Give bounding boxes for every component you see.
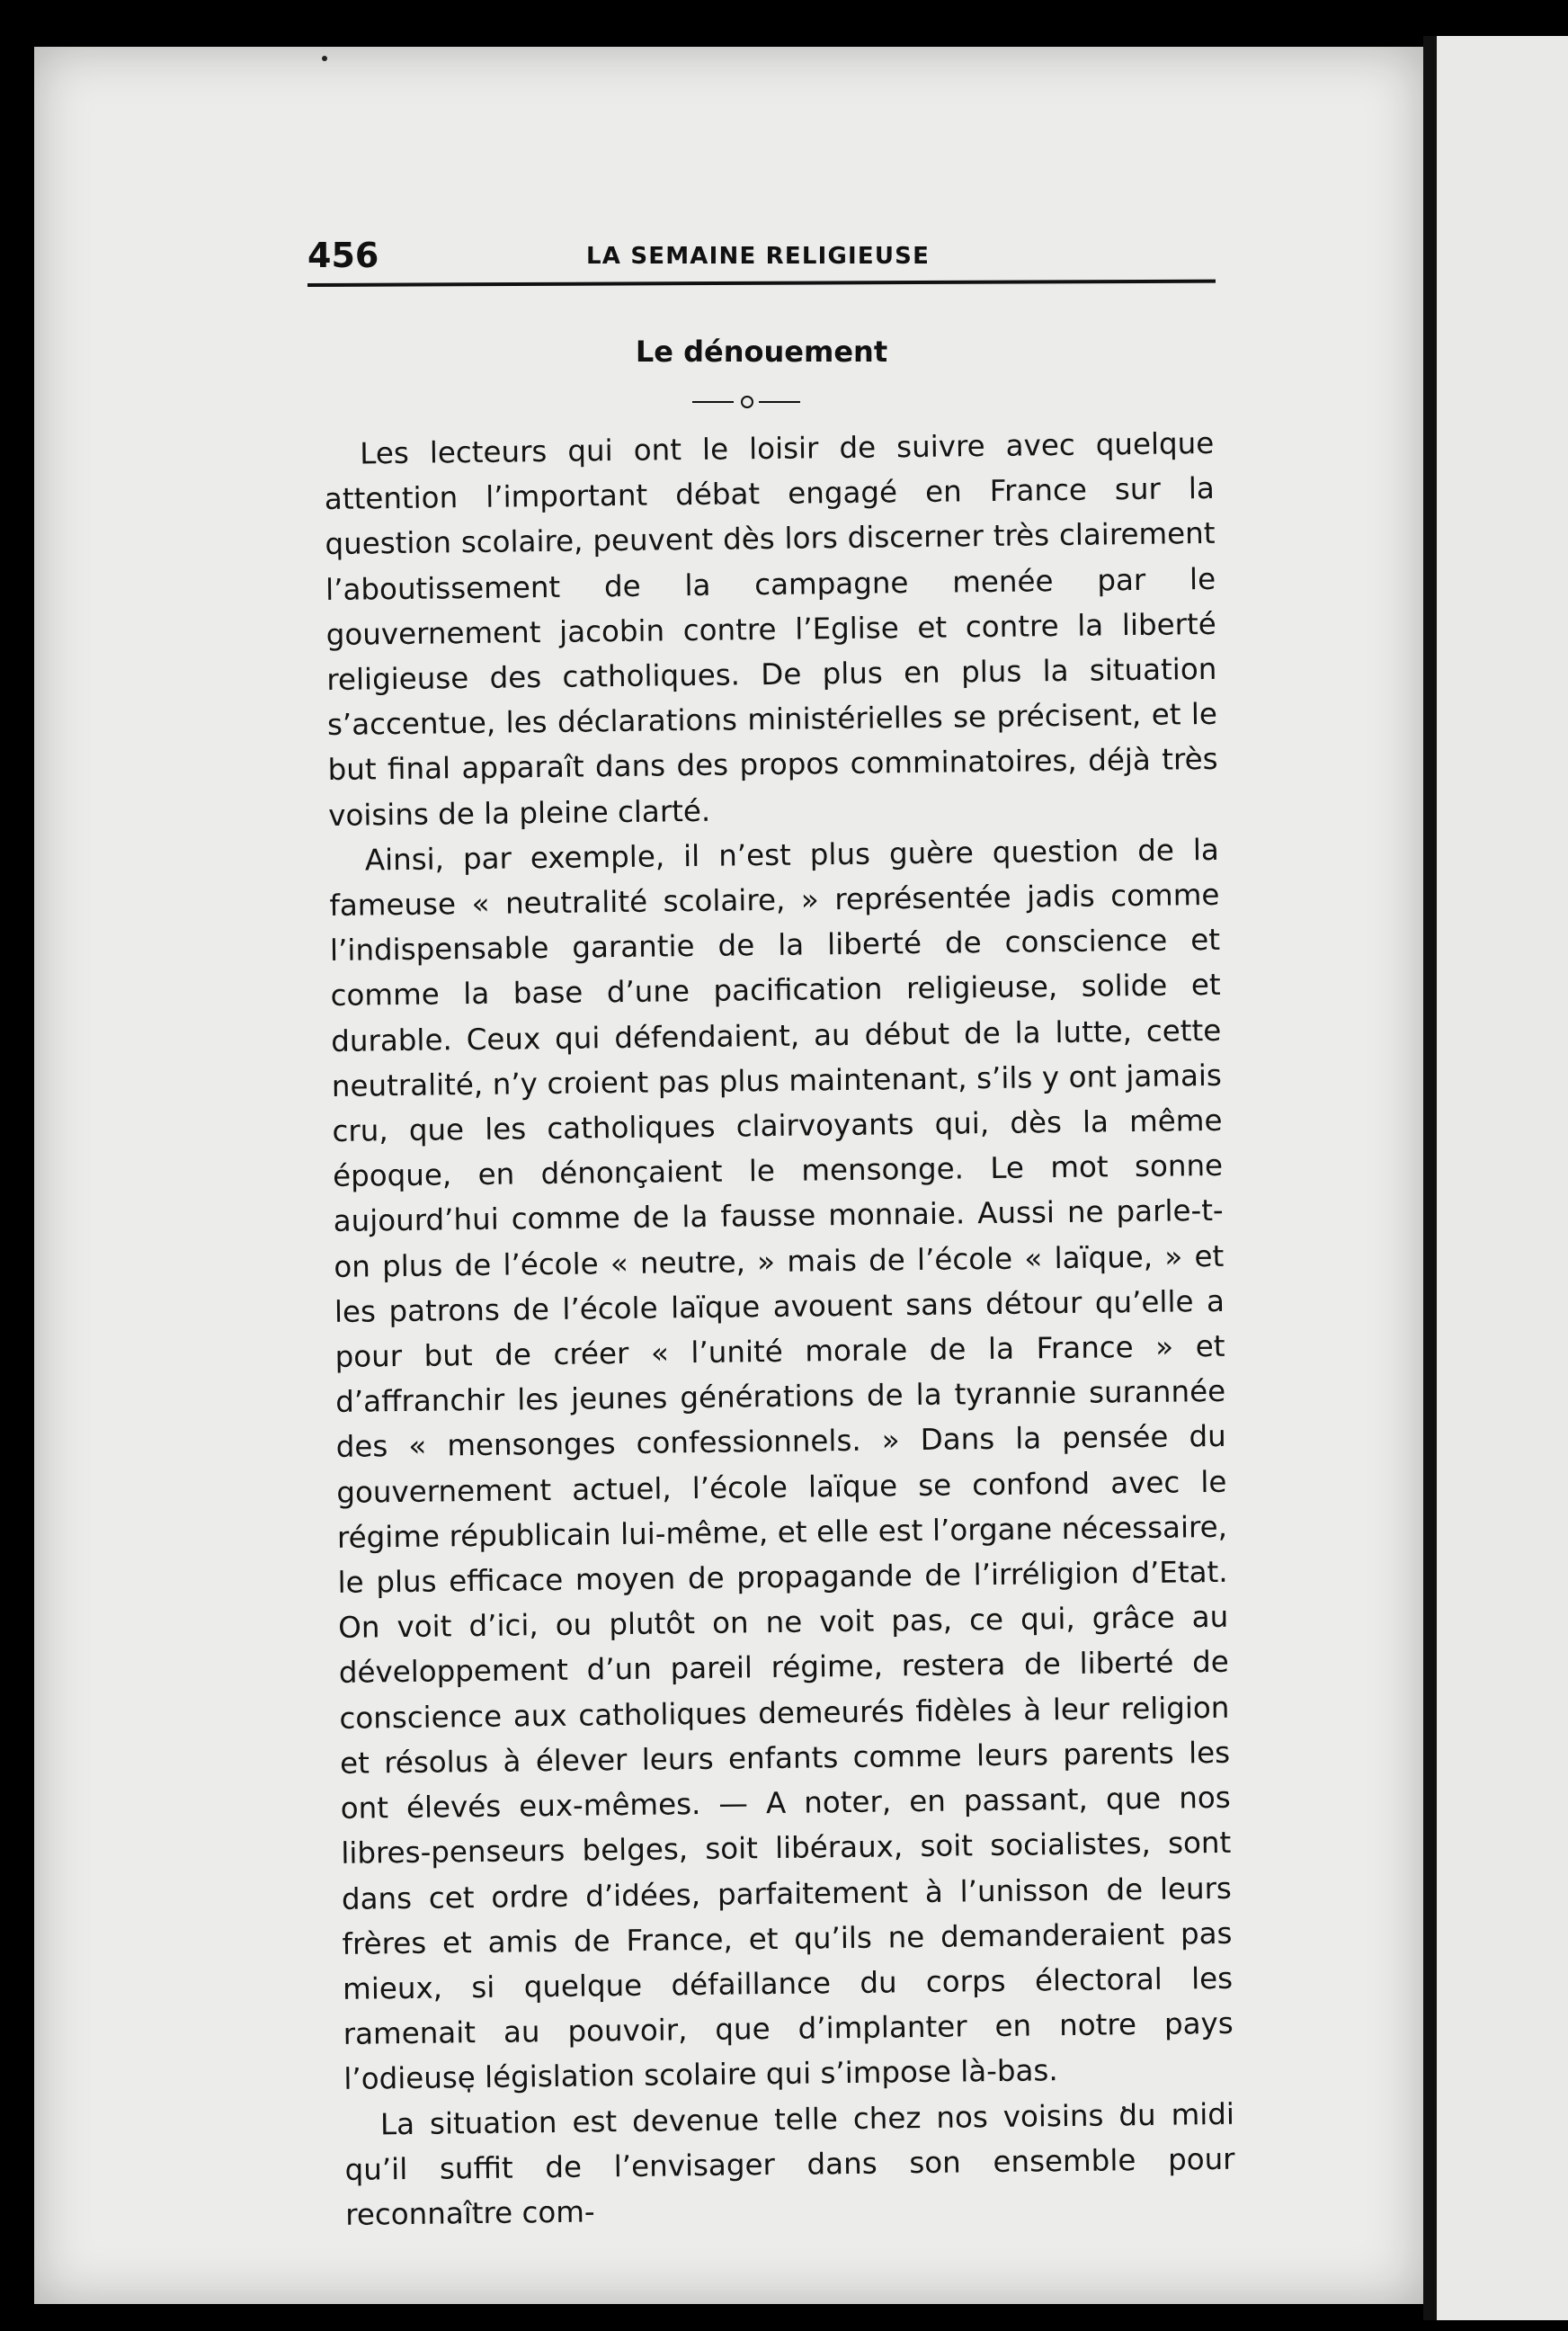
scan-speck bbox=[322, 56, 327, 61]
paragraph: Les lecteurs qui ont le loisir de suivre avec quelque attention l’important débat engagé en France sur la question scolaire, peuvent dès lors discerner très clairement l’aboutissement de la campagne menée par le gouvernement jacobin contre l’Eglise et contre la liberté religieuse des catholiques. De plus en plus la situation s’accentue, les déclarations ministérielles se précisent, et le but final apparaît dans des propos comminatoires, déjà très voisins de la pleine clarté. bbox=[324, 425, 1218, 833]
running-title: LA SEMAINE RELIGIEUSE bbox=[586, 243, 931, 270]
page-gutter bbox=[1423, 36, 1437, 2320]
page-number: 456 bbox=[307, 236, 379, 275]
page-header bbox=[307, 236, 1216, 284]
article-body bbox=[324, 421, 1235, 2237]
ornament-line bbox=[759, 401, 800, 403]
article-title: Le dénouement bbox=[635, 335, 888, 369]
ornament-line bbox=[692, 401, 734, 403]
title-ornament bbox=[692, 388, 800, 415]
adjacent-page-edge bbox=[1437, 36, 1568, 2320]
paragraph: La situation est devenue telle chez nos voisins du midi qu’il suffit de l’envisager dans son ensemble pour reconnaître com- bbox=[344, 2096, 1235, 2232]
paragraph: Ainsi, par exemple, il n’est plus guère question de la fameuse « neutralité scolaire, » représentée jadis comme l’indispensable garantie de la liberté de conscience et comme la base d’une pacification religieuse, solide et durable. Ceux qui défendaient, au début de la lutte, cette neutralité, n’y croient pas plus maintenant, s’ils y ont jamais cru, que les catholiques clairvoyants qui, dès la même époque, en dénonçaient le mensonge. Le mot sonne aujourd’hui comme de la fausse monnaie. Aussi ne parle-t-on plus de l’école « neutre, » mais de l’école « laïque, » et les patrons de l’école laïque avouent sans détour qu’elle a pour but de créer « l’unité morale de la France » et d’affranchir les jeunes générations de la tyrannie surannée des « mensonges confessionnels. » Dans la pensée du gouvernement actuel, l’école laïque se confond avec le régime républicain lui-même, et elle est l’organe nécessaire, le plus efficace moyen de propagande de l’irréligion d’Etat. On voit d’ici, ou plutôt on ne voit pas, ce qui, grâce au développement d’un pareil régime, restera de liberté de conscience aux catholiques demeurés fidèles à leur religion et résolus à élever leurs enfants comme leurs parents les ont élevés eux-mêmes. — A noter, en passant, que nos libres-penseurs belges, soit libéraux, soit socialistes, sont dans cet ordre d’idées, parfaitement à l’unisson de leurs frères et amis de France, et qu’ils ne demanderaient pas mieux, si quelque défaillance du corps électoral les ramenait au pouvoir, que d’implanter en notre pays l’odieuse législation scolaire qui s’impose là-bas. bbox=[329, 832, 1234, 2097]
ornament-circle-icon bbox=[741, 396, 753, 408]
